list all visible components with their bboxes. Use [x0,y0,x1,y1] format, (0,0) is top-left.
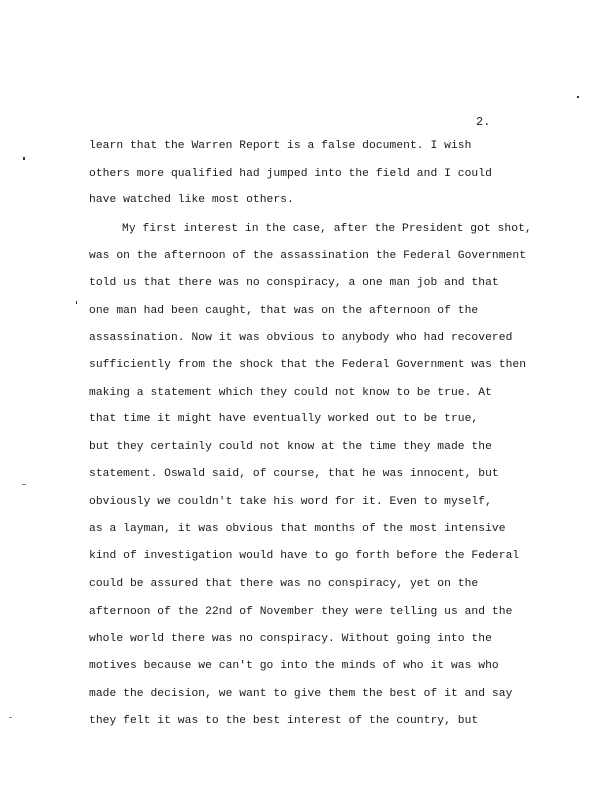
scan-mark [9,717,12,718]
text-line: learn that the Warren Report is a false document. I wish [89,140,472,152]
text-line: motives because we can't go into the minds of who it was who [89,660,499,672]
scan-mark [23,157,25,160]
text-line: making a statement which they could not know to be true. At [89,387,492,399]
text-line: told us that there was no conspiracy, a one man job and that [89,277,499,289]
text-line: that time it might have eventually worked out to be true, [89,413,479,425]
text-line: others more qualified had jumped into the field and I could [89,168,492,180]
scan-mark [577,96,579,98]
text-line: but they certainly could not know at the time they made the [89,441,492,453]
text-line: My first interest in the case, after the President got shot, [122,223,532,235]
scan-mark [76,301,77,304]
text-line: kind of investigation would have to go forth before the Federal [89,550,520,562]
text-line: statement. Oswald said, of course, that he was innocent, but [89,468,499,480]
text-line: could be assured that there was no conspiracy, yet on the [89,578,479,590]
text-line: afternoon of the 22nd of November they were telling us and the [89,606,513,618]
text-line: they felt it was to the best interest of the country, but [89,715,479,727]
text-line: sufficiently from the shock that the Federal Government was then [89,359,527,371]
text-line: one man had been caught, that was on the afternoon of the [89,305,479,317]
page-number: 2. [476,115,491,129]
scan-mark [22,484,26,485]
text-line: made the decision, we want to give them the best of it and say [89,688,513,700]
text-line: assassination. Now it was obvious to anybody who had recovered [89,332,513,344]
text-line: obviously we couldn't take his word for it. Even to myself, [89,496,492,508]
text-line: whole world there was no conspiracy. Without going into the [89,633,492,645]
text-line: was on the afternoon of the assassination the Federal Government [89,250,527,262]
text-line: as a layman, it was obvious that months of the most intensive [89,523,506,535]
text-line: have watched like most others. [89,194,294,206]
